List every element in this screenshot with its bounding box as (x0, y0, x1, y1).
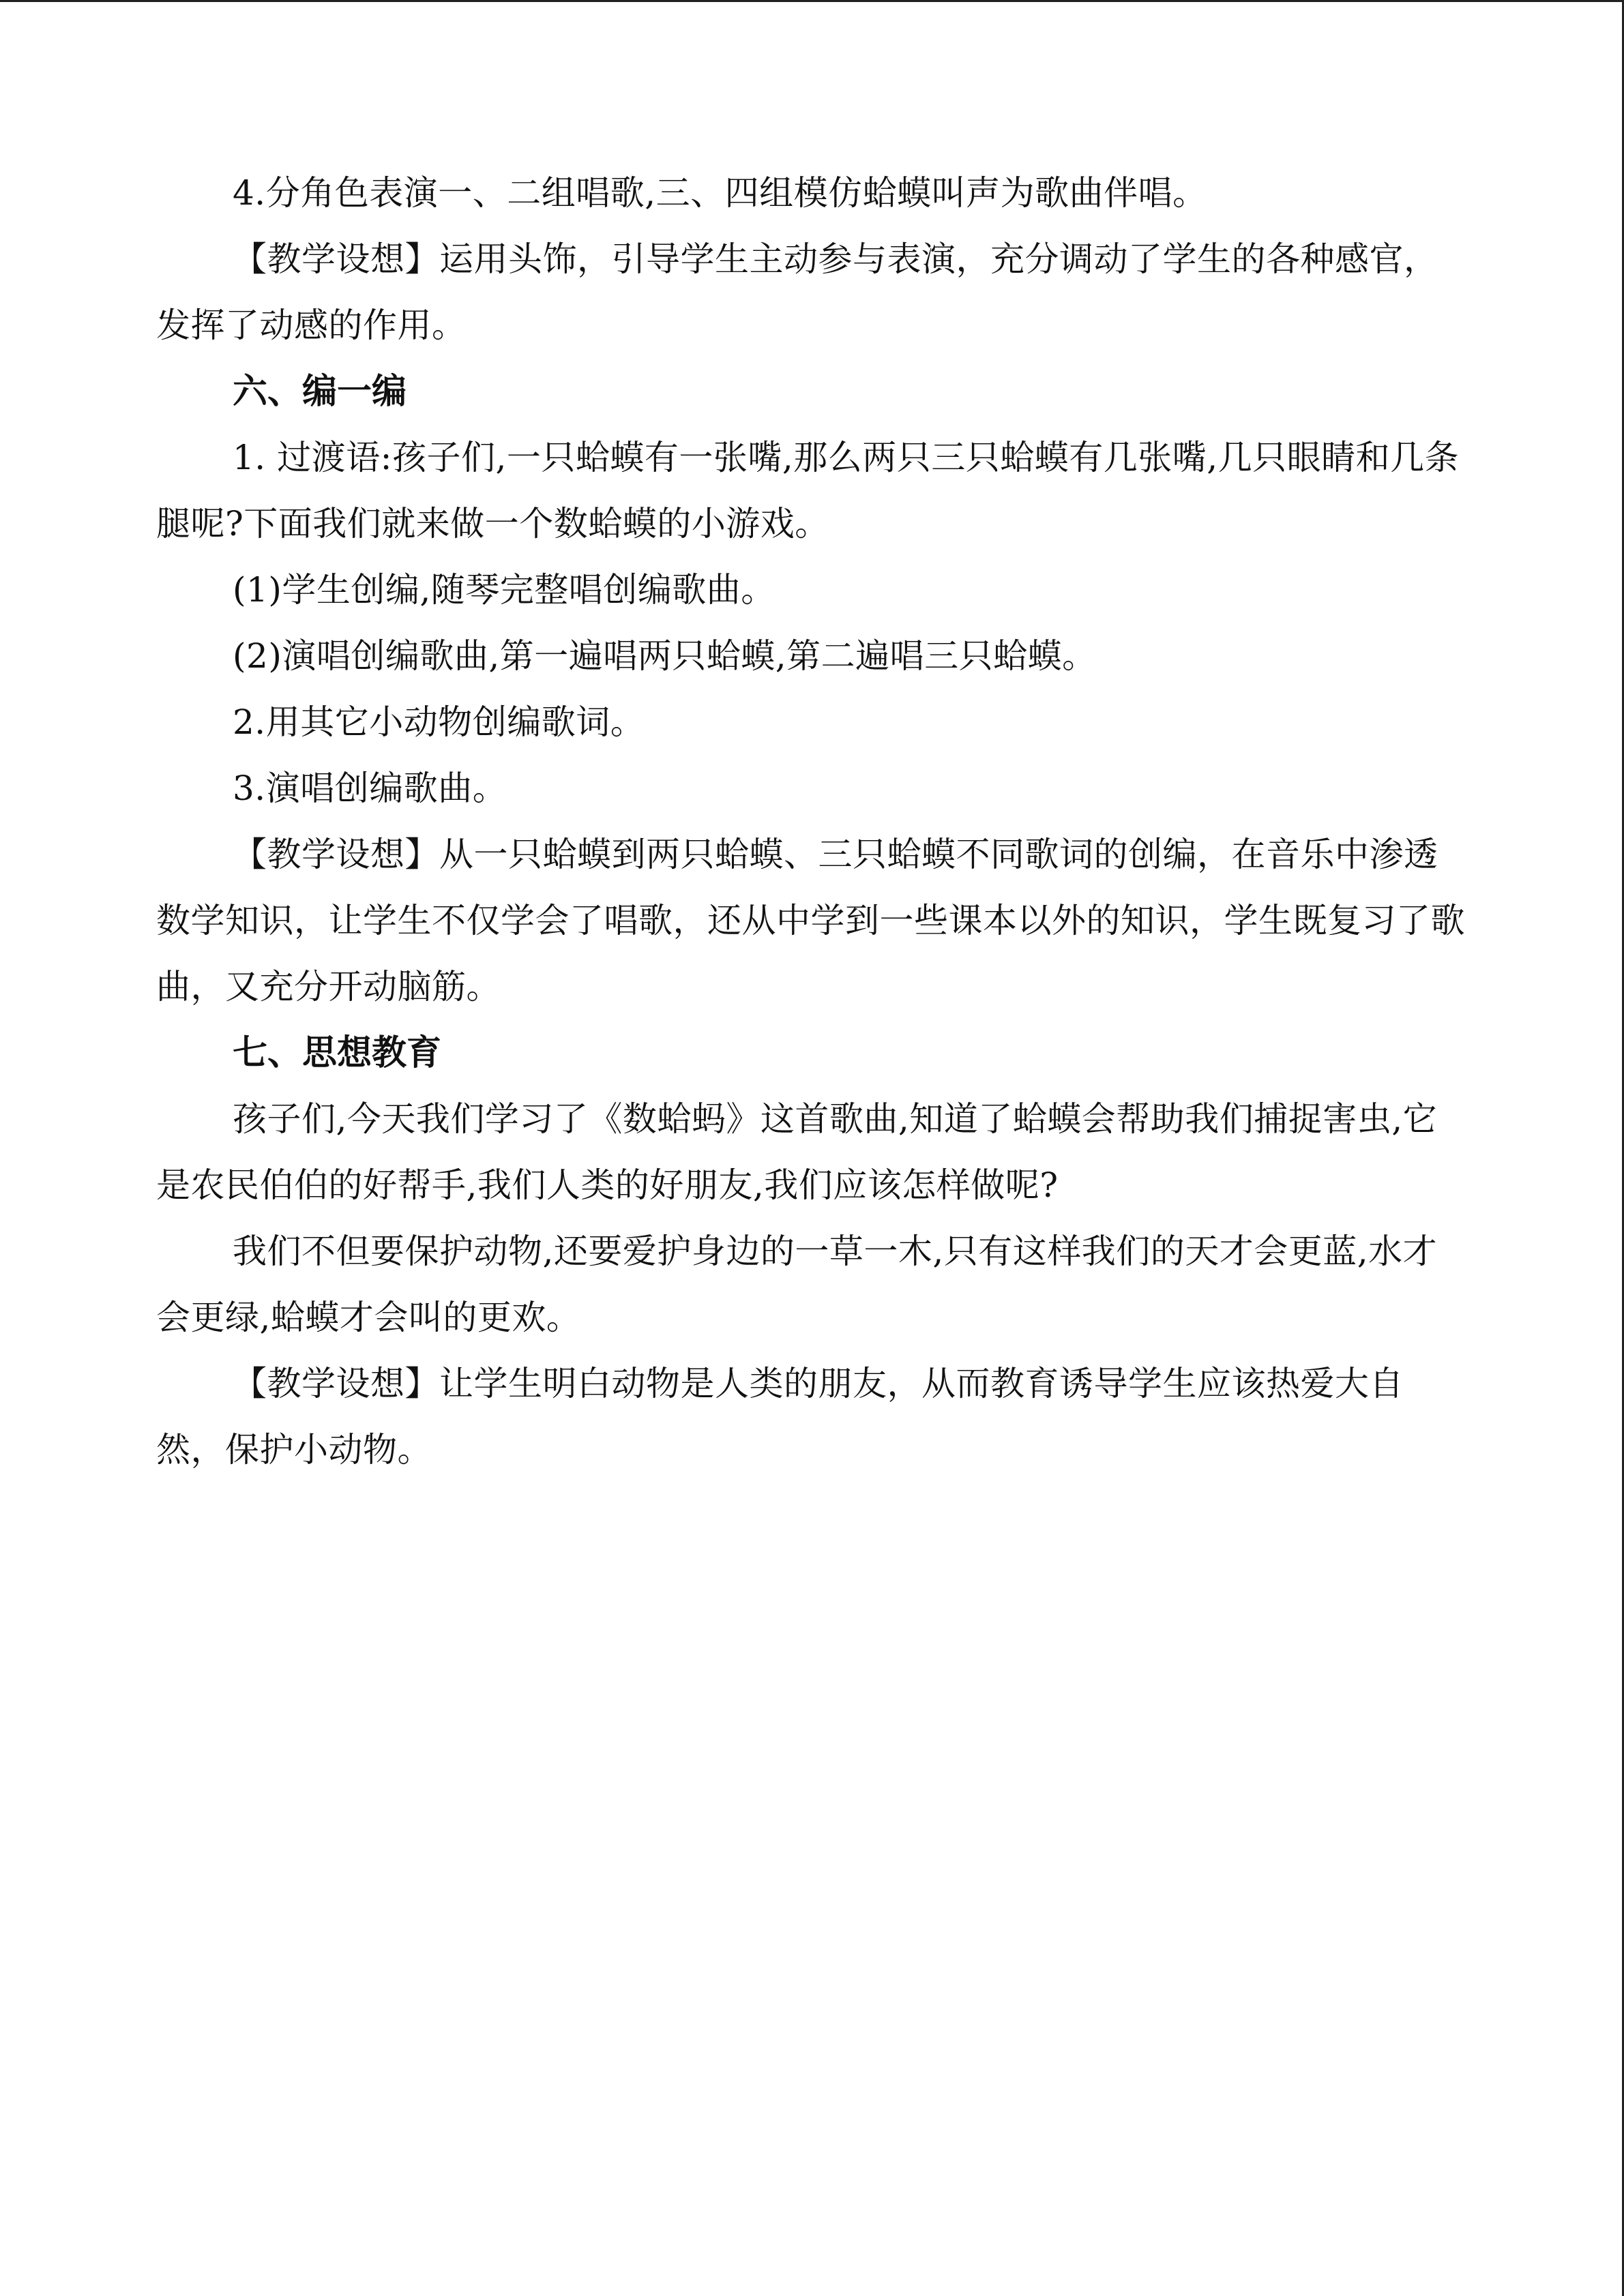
section-heading-six: 六、编一编 (233, 372, 407, 412)
paragraph-teaching-idea-1: 【教学设想】运用头饰，引导学生主动参与表演，充分调动了学生的各种感官，发挥了动感的作用。 (156, 239, 1438, 345)
paragraph-item-2: 2.用其它小动物创编歌词。 (233, 702, 645, 742)
paragraph-teaching-idea-3: 【教学设想】让学生明白动物是人类的朋友，从而教育诱导学生应该热爱大自然，保护小动物。 (156, 1364, 1404, 1470)
paragraph-transition: 1. 过渡语:孩子们,一只蛤蟆有一张嘴,那么两只三只蛤蟆有几张嘴,几只眼睛和几条腿呢?下面我们就来做一个数蛤蟆的小游戏。 (156, 438, 1460, 543)
paragraph-item-3: 3.演唱创编歌曲。 (233, 769, 507, 808)
paragraph-step-1: (1)学生创编,随琴完整唱创编歌曲。 (233, 570, 776, 610)
paragraph-protect-animals: 我们不但要保护动物,还要爱护身边的一草一木,只有这样我们的天才会更蓝,水才会更绿,蛤蟆才会叫的更欢。 (156, 1232, 1438, 1337)
document-body (156, 160, 1470, 1483)
section-heading-seven: 七、思想教育 (233, 1033, 442, 1073)
paragraph-teaching-idea-2: 【教学设想】从一只蛤蟆到两只蛤蟆、三只蛤蟆不同歌词的创编，在音乐中渗透数学知识，让学生不仅学会了唱歌，还从中学到一些课本以外的知识，学生既复习了歌曲，又充分开动脑筋。 (156, 835, 1465, 1007)
paragraph-children: 孩子们,今天我们学习了《数蛤蚂》这首歌曲,知道了蛤蟆会帮助我们捕捉害虫,它是农民伯伯的好帮手,我们人类的好朋友,我们应该怎样做呢? (156, 1099, 1438, 1205)
paragraph-step-2: (2)演唱创编歌曲,第一遍唱两只蛤蟆,第二遍唱三只蛤蟆。 (233, 636, 1097, 676)
paragraph-role-play: 4.分角色表演一、二组唱歌,三、四组模仿蛤蟆叫声为歌曲伴唱。 (233, 173, 1207, 213)
